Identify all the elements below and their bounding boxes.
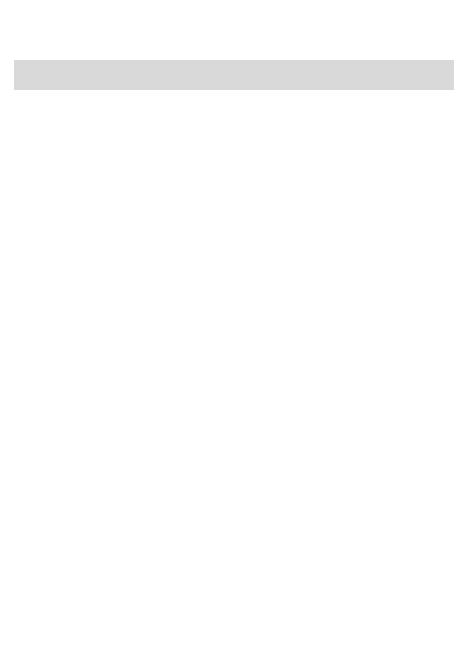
article-body <box>10 96 458 660</box>
subheadline-banner <box>14 60 454 90</box>
article-subheadline <box>14 60 454 90</box>
article-headline <box>8 4 460 56</box>
